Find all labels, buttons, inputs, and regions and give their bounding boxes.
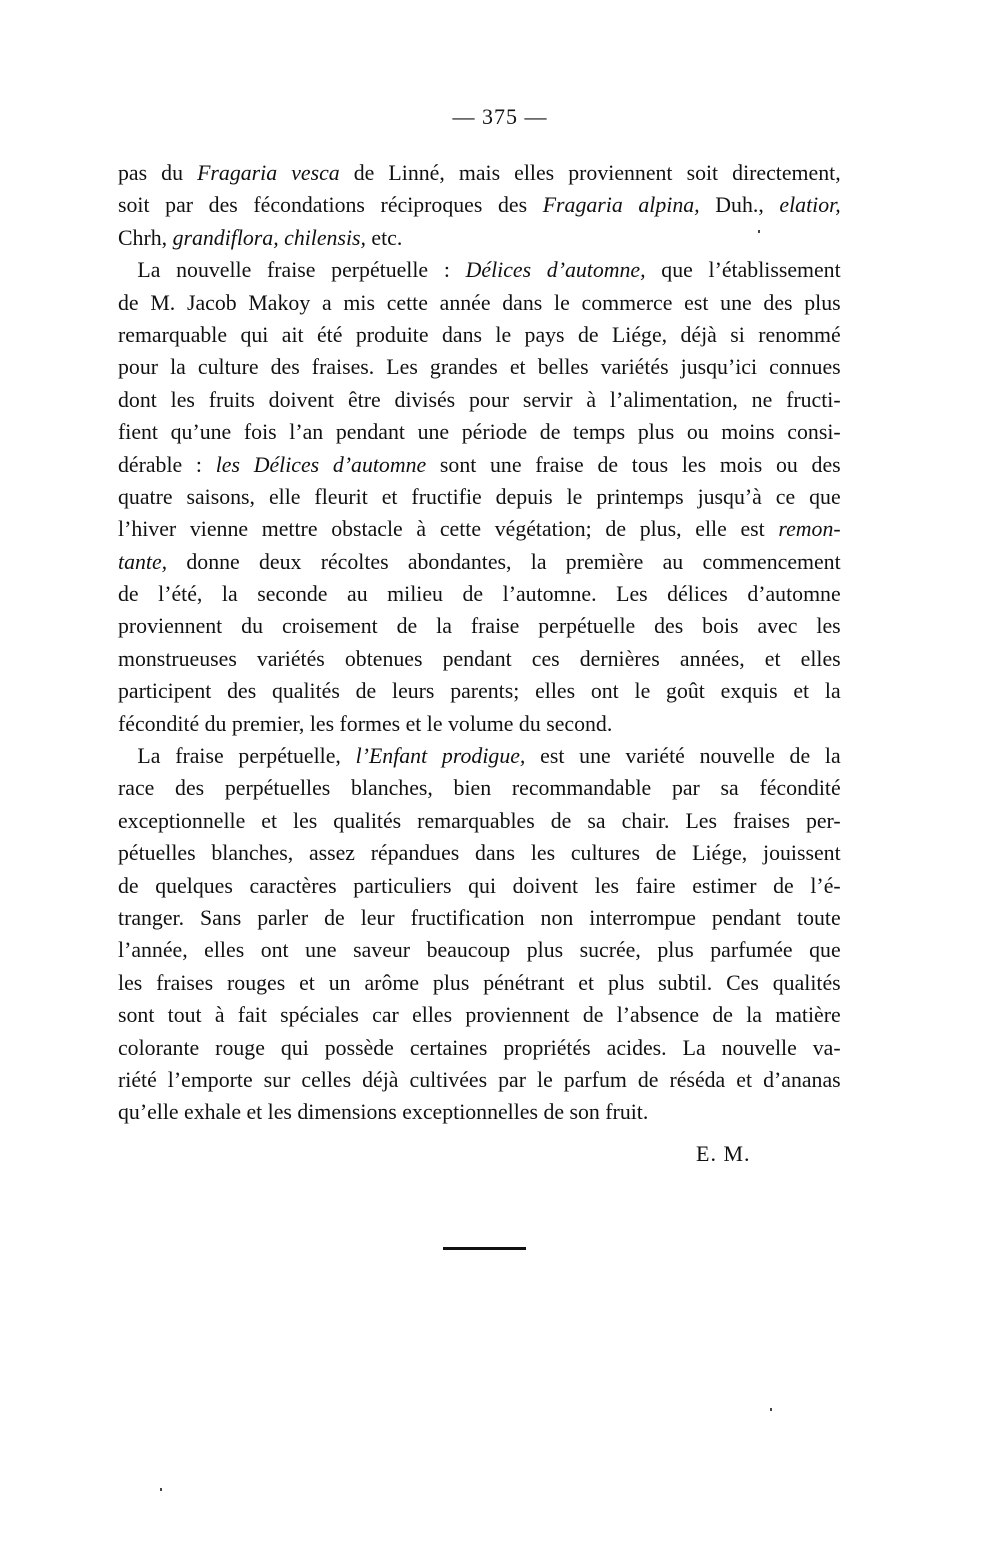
text-run: pétuelles blanches, assez répandues dans les cultures de Liége, jouissent [118,840,841,866]
text-line [118,902,841,934]
text-run: quatre saisons, elle fleurit et fructifie depuis le printemps jusqu’à ce que [118,483,841,509]
text-run: Chrh, [118,224,173,250]
text-line [118,287,841,319]
text-run: sont tout à fait spéciales car elles proviennent de l’absence de la matière [118,1002,841,1028]
text-line [118,449,841,481]
author-signature: E. M. [696,1141,751,1166]
text-run: La fraise perpétuelle, [137,743,356,769]
text-run: La nouvelle fraise perpétuelle : [137,257,466,283]
scan-speck [758,230,760,233]
text-line [118,189,841,221]
text-line [118,319,841,351]
italic-term: l’Enfant prodigue, [355,743,526,769]
text-line [118,1032,841,1064]
text-run: de Linné, mais elles proviennent soit directement, [339,160,841,185]
text-run: les fraises rouges et un arôme plus pénétrant et plus subtil. Ces qualités [118,969,841,995]
text-line [118,157,841,189]
text-line [118,1064,841,1096]
text-line [118,870,841,902]
scan-speck [160,1488,162,1491]
text-run: exceptionnelle et les qualités remarquables de sa chair. Les fraises per- [118,807,841,833]
text-run: proviennent du croisement de la fraise perpétuelle des bois avec les [118,613,841,639]
text-line [118,384,841,416]
text-run: participent des qualités de leurs parents; elles ont le goût exquis et la [118,678,841,704]
text-line [118,772,841,804]
text-run: pour la culture des fraises. Les grandes et belles variétés jusqu’ici connues [118,354,841,380]
text-run: soit par des fécondations réciproques des [118,192,543,218]
text-line [118,837,841,869]
text-run: de M. Jacob Makoy a mis cette année dans le commerce est une des plus [118,289,841,315]
section-end-rule [443,1247,526,1250]
text-run: etc. [365,224,403,250]
text-run: de l’été, la seconde au milieu de l’automne. Les délices d’automne [118,581,841,607]
text-line [118,643,841,675]
text-line [118,610,841,642]
text-run: l’année, elles ont une saveur beaucoup plus sucrée, plus parfumée que [118,937,841,963]
text-line [118,254,841,286]
body-text [118,157,863,1129]
text-run: l’hiver vienne mettre obstacle à cette végétation; de plus, elle est [118,516,779,542]
text-line [118,934,841,966]
text-line [118,1096,841,1128]
italic-term: Délices d’automne, [465,257,646,283]
text-line [118,416,841,448]
text-run: remarquable qui ait été produite dans le pays de Liége, déjà si renommé [118,321,841,347]
text-run: sont une fraise de tous les mois ou des [426,451,841,477]
text-run: tranger. Sans parler de leur fructification non interrompue pendant toute [118,904,841,930]
italic-term: Fragaria alpina, [542,192,700,218]
text-run: qu’elle exhale et les dimensions exceptionnelles de son fruit. [118,1099,649,1125]
text-run: colorante rouge qui possède certaines propriétés acides. La nouvelle va- [118,1034,841,1060]
text-line [118,513,841,545]
italic-term: les Délices d’automne [215,451,427,477]
text-line [118,999,841,1031]
text-run: fient qu’une fois l’an pendant une période de temps plus ou moins consi- [118,419,841,445]
text-run: riété l’emporte sur celles déjà cultivées par le parfum de réséda et d’ananas [118,1066,841,1092]
italic-term: Fragaria vesca [197,160,340,185]
text-run: dont les fruits doivent être divisés pour servir à l’alimentation, ne fructi- [118,386,841,412]
text-line [118,805,841,837]
text-line [118,546,841,578]
text-run: de quelques caractères particuliers qui doivent les faire estimer de l’é- [118,872,841,898]
text-run: Duh., [699,192,780,218]
text-run: que l’établissement [645,257,841,283]
italic-term: elatior, [779,192,841,218]
text-run: dérable : [118,451,216,477]
text-line [118,578,841,610]
italic-term: tante, [118,548,168,574]
text-line [118,708,841,740]
text-run: monstrueuses variétés obtenues pendant ces dernières années, et elles [118,645,841,671]
text-line [118,675,841,707]
text-run: race des perpétuelles blanches, bien recommandable par sa fécondité [118,775,841,801]
italic-term: remon- [778,516,841,542]
text-run: fécondité du premier, les formes et le volume du second. [118,710,613,736]
text-line [118,740,841,772]
text-line [118,967,841,999]
text-run: est une variété nouvelle de la [525,743,841,769]
scan-speck [770,1408,772,1411]
text-run: pas du [118,160,198,185]
text-line [118,222,841,254]
italic-term: grandiflora, chilensis, [172,224,366,250]
text-line [118,481,841,513]
text-run: donne deux récoltes abondantes, la première au commencement [167,548,841,574]
text-line [118,351,841,383]
page-number: — 375 — [452,104,548,129]
